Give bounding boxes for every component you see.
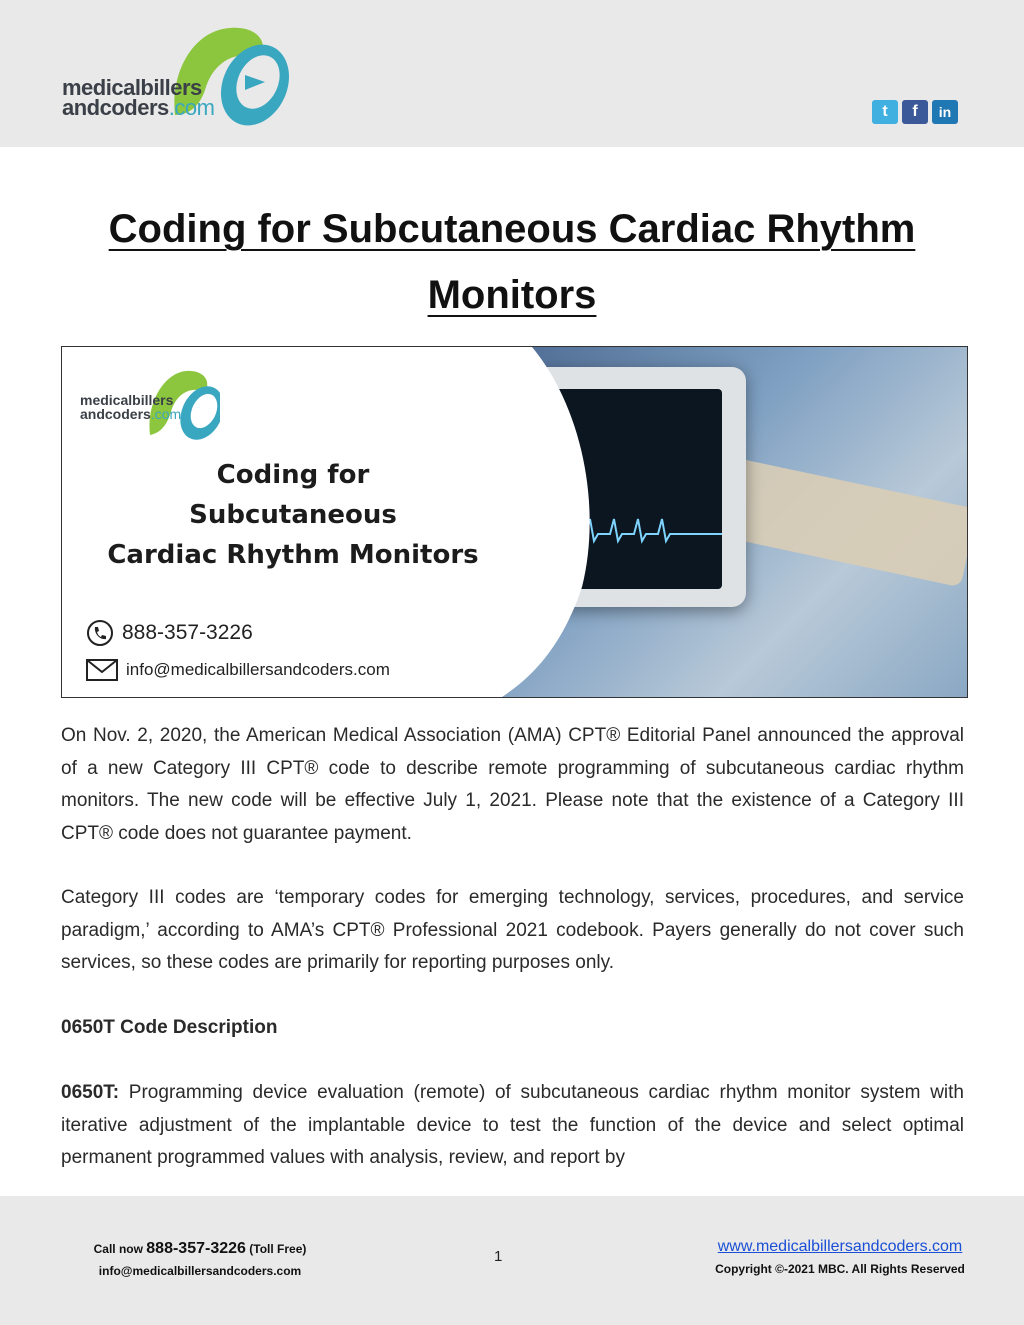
footer-website-link[interactable]: www.medicalbillersandcoders.com xyxy=(717,1238,963,1255)
paragraph-code-description xyxy=(61,1077,964,1175)
mail-icon xyxy=(86,659,118,681)
banner-email xyxy=(86,659,390,681)
banner-logo-line1: medicalbillers xyxy=(80,392,174,408)
code-description-text: Programming device evaluation (remote) of subcutaneous cardiac rhythm monitor system with iterative adjustment of the implantable device to test the function of the device and select optimal permanent programmed values with analysis, review, and report by xyxy=(61,1082,964,1169)
footer-copyright: Copyright ©-2021 MBC. All Rights Reserved xyxy=(715,1262,965,1276)
banner-heading-line1: Coding for xyxy=(216,460,370,490)
banner-heading-line3: Cardiac Rhythm Monitors xyxy=(107,540,479,570)
banner-heading xyxy=(62,455,524,575)
banner-logo-suffix: .com xyxy=(150,406,182,422)
footer-email[interactable]: info@medicalbillersandcoders.com xyxy=(98,1264,302,1278)
footer-site xyxy=(700,1236,980,1280)
page-footer xyxy=(0,1196,1024,1325)
social-links xyxy=(872,100,958,124)
featured-banner-image xyxy=(61,346,968,698)
paragraph-2: Category III codes are ‘temporary codes for emerging technology, services, procedures, and service paradigm,’ according to AMA’s CPT® Professional 2021 codebook. Payers generally do not cover such services, so these codes are primarily for reporting purposes only. xyxy=(61,887,964,974)
brand-logo-text xyxy=(62,75,215,120)
footer-call-prefix: Call now xyxy=(93,1242,147,1256)
linkedin-icon[interactable]: in xyxy=(932,100,958,124)
banner-phone xyxy=(86,619,253,647)
paragraph-1: On Nov. 2, 2020, the American Medical Association (AMA) CPT® Editorial Panel announced the approval of a new Category III CPT® code to describe remote programming of subcutaneous cardiac rhythm monitors. The new code will be effective July 1, 2021. Please note that the existence of a Category III CPT® code does not guarantee payment. xyxy=(61,725,964,845)
section-heading: 0650T Code Description xyxy=(61,1017,278,1038)
banner-phone-text: 888-357-3226 xyxy=(122,621,253,644)
logo-line1: medicalbillers xyxy=(62,75,202,100)
logo-suffix: .com xyxy=(168,95,215,120)
phone-icon xyxy=(86,619,114,647)
page-title: Coding for Subcutaneous Cardiac Rhythm Monitors xyxy=(108,207,916,317)
page-number: 1 xyxy=(494,1248,503,1265)
banner-logo-line2: andcoders xyxy=(80,406,151,422)
logo-line2: andcoders xyxy=(62,95,169,120)
page-header xyxy=(0,0,1024,147)
facebook-icon[interactable]: f xyxy=(902,100,928,124)
code-label: 0650T: xyxy=(61,1082,120,1103)
twitter-icon[interactable]: t xyxy=(872,100,898,124)
footer-toll-free: (Toll Free) xyxy=(245,1242,307,1256)
banner-email-text: info@medicalbillersandcoders.com xyxy=(126,660,390,679)
banner-heading-line2: Subcutaneous xyxy=(189,500,397,530)
footer-contact xyxy=(60,1238,340,1282)
banner-logo-text xyxy=(80,393,181,421)
footer-phone[interactable]: 888-357-3226 xyxy=(146,1240,246,1257)
